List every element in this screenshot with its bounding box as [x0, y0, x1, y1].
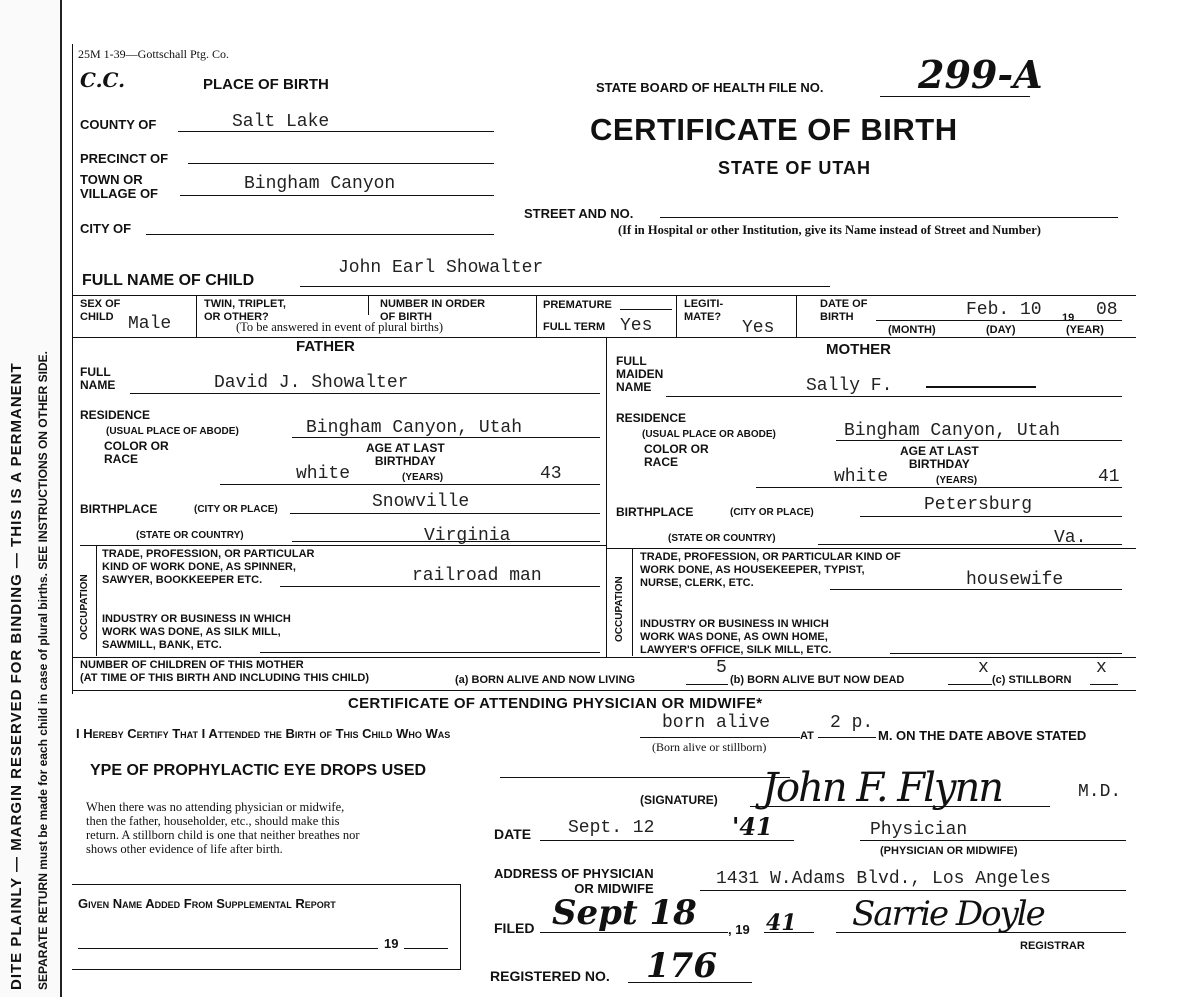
mother-industry-label: INDUSTRY OR BUSINESS IN WHICH WORK WAS DONE, AS OWN HOME, LAWYER'S OFFICE, SILK MILL, ETC.: [640, 618, 832, 656]
dob-19: 19: [1062, 312, 1075, 324]
div-twin: [368, 295, 369, 315]
precinct-line: [188, 163, 494, 164]
mother-industry-line: [890, 653, 1122, 654]
address-value: 1431 W.Adams Blvd., Los Angeles: [716, 869, 1051, 889]
supplemental-line2: [404, 948, 448, 949]
order-label: NUMBER IN ORDER OF BIRTH: [380, 298, 486, 323]
father-years-label: (YEARS): [402, 472, 444, 483]
children-c-value: x: [1096, 658, 1107, 678]
time-line: [818, 737, 876, 738]
mother-trade-value: housewife: [966, 570, 1064, 590]
file-no-value: 299-A: [918, 52, 1043, 97]
dob-label: DATE OF BIRTH: [820, 298, 868, 323]
father-age-label: AGE AT LAST BIRTHDAY: [366, 441, 445, 468]
mother-color-label: COLOR OR RACE: [644, 442, 709, 469]
mother-color-line: [756, 487, 1122, 488]
mother-birthplace-value: Petersburg: [924, 495, 1033, 515]
registered-value: 176: [646, 946, 717, 986]
father-color-line: [220, 484, 600, 485]
county-line: [178, 131, 494, 132]
precinct-label: PRECINCT OF: [80, 151, 169, 166]
registrar-label: REGISTRAR: [1020, 940, 1085, 952]
father-name-line: [130, 393, 600, 394]
title-value: Physician: [870, 820, 968, 840]
registrar-signature: Sarrie Doyle: [852, 894, 1044, 934]
mother-name-dash: [926, 386, 1036, 388]
children-a-value: 5: [716, 658, 727, 678]
father-residence-label: RESIDENCE: [80, 408, 151, 422]
title-line: [860, 840, 1126, 841]
md-label: M.D.: [1078, 782, 1122, 802]
mother-color-value: white: [834, 467, 889, 487]
born-note: (Born alive or stillborn): [652, 740, 767, 754]
div-sex: [196, 295, 197, 337]
mother-state-value: Va.: [1054, 528, 1087, 548]
full-name-value: John Earl Showalter: [338, 258, 544, 278]
father-color-label: COLOR OR RACE: [104, 439, 169, 466]
time-value: 2 p.: [830, 713, 874, 733]
mother-age-value: 41: [1098, 467, 1120, 487]
father-residence-value: Bingham Canyon, Utah: [306, 418, 523, 438]
father-state-label: (STATE OR COUNTRY): [136, 530, 244, 541]
address-label: ADDRESS OF PHYSICIAN OR MIDWIFE: [494, 866, 654, 896]
mother-birthplace-line: [860, 516, 1122, 517]
mother-residence-label: RESIDENCE: [616, 411, 687, 425]
father-abode-label: (USUAL PLACE OF ABODE): [106, 426, 239, 437]
father-industry-line: [260, 652, 600, 653]
day-label: (DAY): [986, 324, 1016, 336]
father-trade-label: TRADE, PROFESSION, OR PARTICULAR KIND OF WORK DONE, AS SPINNER, SAWYER, BOOKKEEPER ETC.: [102, 548, 315, 586]
father-heading: FATHER: [296, 338, 355, 355]
full-term-label: FULL TERM: [543, 321, 606, 333]
note-text: When there was no attending physician or midwife, then the father, householder, etc., should make this return. A stillborn child is one that neither breathes nor shows other evidence of life after birth.: [86, 800, 360, 856]
div-order: [536, 295, 537, 337]
town-label: TOWN OR VILLAGE OF: [80, 172, 158, 201]
certify-value: born alive: [662, 713, 771, 733]
date-label: DATE: [494, 826, 532, 842]
file-no-label: STATE BOARD OF HEALTH FILE NO.: [596, 80, 824, 95]
filed-value: Sept 18: [552, 893, 697, 933]
dob-line: [876, 320, 1122, 321]
sex-value: Male: [128, 314, 172, 334]
street-label: STREET AND NO.: [524, 206, 634, 221]
mother-name-line: [666, 396, 1122, 397]
date-value: Sept. 12: [568, 818, 655, 838]
mother-occupation-label: OCCUPATION: [614, 576, 625, 642]
father-trade-line: [280, 586, 600, 587]
mother-name-value: Sally F.: [806, 376, 893, 396]
date-year: '41: [732, 812, 773, 841]
mother-city-place-label: (CITY OR PLACE): [730, 507, 814, 518]
mother-name-label: FULL MAIDEN NAME: [616, 354, 664, 394]
row-top-rule: [72, 295, 1136, 296]
premature-label: PREMATURE: [543, 299, 612, 311]
county-value: Salt Lake: [232, 112, 330, 132]
city-line: [146, 234, 494, 235]
father-occupation-top: [80, 545, 606, 546]
title-note: (PHYSICIAN OR MIDWIFE): [880, 845, 1018, 857]
supplemental-19: 19: [384, 936, 399, 951]
year-label: (YEAR): [1066, 324, 1104, 336]
mother-years-label: (YEARS): [936, 475, 978, 486]
cc-mark: C.C.: [80, 68, 126, 92]
street-note: (If in Hospital or other Institution, give its Name instead of Street and Number): [618, 223, 1041, 237]
eye-drops-line: [500, 777, 790, 778]
town-line: [180, 195, 494, 196]
children-top: [72, 657, 1136, 658]
mother-age-label: AGE AT LAST BIRTHDAY: [900, 444, 979, 471]
printer-credit: 25M 1-39—Gottschall Ptg. Co.: [78, 47, 230, 61]
full-name-line: [300, 286, 830, 287]
father-name-label: FULL NAME: [80, 365, 116, 392]
dob-year: 08: [1096, 300, 1118, 320]
legit-value: Yes: [742, 318, 775, 338]
father-birthplace-label: BIRTHPLACE: [80, 502, 158, 516]
street-line: [660, 217, 1118, 218]
father-city-place-label: (CITY OR PLACE): [194, 504, 278, 515]
parents-divider: [606, 337, 607, 657]
children-label2: (AT TIME OF THIS BIRTH AND INCLUDING THIS CHILD): [80, 672, 370, 684]
certificate-title: CERTIFICATE OF BIRTH: [590, 112, 958, 147]
children-label: NUMBER OF CHILDREN OF THIS MOTHER: [80, 659, 304, 671]
mother-heading: MOTHER: [826, 341, 891, 358]
father-industry-label: INDUSTRY OR BUSINESS IN WHICH WORK WAS DONE, AS SILK MILL, SAWMILL, BANK, ETC.: [102, 613, 291, 651]
row-bottom-rule: [72, 337, 1136, 338]
father-birthplace-line: [290, 513, 600, 514]
father-state-value: Virginia: [424, 526, 511, 546]
filed-label: FILED: [494, 920, 535, 936]
signature-label: (SIGNATURE): [640, 793, 718, 807]
margin-left-text: DITE PLAINLY — MARGIN RESERVED FOR BINDING — THIS IS A PERMANENT: [8, 362, 25, 990]
mother-occupation-top: [606, 548, 1136, 549]
legit-label: LEGITI- MATE?: [684, 298, 724, 323]
father-age-value: 43: [540, 464, 562, 484]
on-date-label: M. ON THE DATE ABOVE STATED: [878, 728, 1087, 743]
mother-abode-label: (USUAL PLACE OR ABODE): [642, 429, 776, 440]
address-line: [700, 890, 1126, 891]
mother-trade-label: TRADE, PROFESSION, OR PARTICULAR KIND OF WORK DONE, AS HOUSEKEEPER, TYPIST, NURSE, CLERK, ETC.: [640, 551, 901, 589]
town-value: Bingham Canyon: [244, 174, 396, 194]
father-occupation-label: OCCUPATION: [79, 574, 90, 640]
supplemental-label: Given Name Added From Supplemental Report: [78, 896, 336, 911]
div-legit: [676, 295, 677, 337]
children-b-label: (b) BORN ALIVE BUT NOW DEAD: [730, 674, 905, 686]
place-of-birth-heading: PLACE OF BIRTH: [203, 76, 329, 93]
children-a-line: [686, 684, 728, 685]
father-birthplace-value: Snowville: [372, 492, 470, 512]
eye-drops-label: YPE OF PROPHYLACTIC EYE DROPS USED: [90, 762, 427, 779]
city-label: CITY OF: [80, 221, 132, 236]
certify-line: [640, 737, 800, 738]
supplemental-line: [78, 948, 378, 949]
children-a-label: (a) BORN ALIVE AND NOW LIVING: [455, 674, 636, 686]
premature-line: [620, 309, 672, 310]
county-label: COUNTY OF: [80, 117, 157, 132]
state-subtitle: STATE OF UTAH: [718, 158, 871, 178]
dob-value: Feb. 10: [966, 300, 1042, 320]
twin-label: TWIN, TRIPLET, OR OTHER?: [204, 298, 286, 323]
filed-19: , 19: [728, 922, 750, 937]
mother-state-label: (STATE OR COUNTRY): [668, 533, 776, 544]
certify-label: I Hereby Certify That I Attended the Birth of This Child Who Was: [76, 726, 451, 741]
plural-note: (To be answered in event of plural births): [236, 320, 444, 334]
father-occupation-side: [96, 545, 97, 656]
children-b-value: x: [978, 658, 989, 678]
signature-value: John F. Flynn: [762, 765, 1002, 811]
children-c-label: (c) STILLBORN: [992, 674, 1072, 686]
mother-birthplace-label: BIRTHPLACE: [616, 505, 694, 519]
father-trade-value: railroad man: [412, 566, 542, 586]
father-name-value: David J. Showalter: [214, 373, 409, 393]
at-label: AT: [800, 730, 814, 742]
father-color-value: white: [296, 464, 351, 484]
filed-year: 41: [766, 910, 797, 936]
children-b-line: [948, 684, 992, 685]
margin-right-text: SEPARATE RETURN must be made for each child in case of plural births. SEE INSTRUCTIONS ON OTHER SIDE.: [36, 351, 50, 990]
month-label: (MONTH): [888, 324, 936, 336]
registered-label: REGISTERED NO.: [490, 968, 610, 984]
sex-label: SEX OF CHILD: [80, 298, 121, 323]
div-dob: [796, 295, 797, 337]
mother-occupation-side: [632, 548, 633, 656]
mother-residence-value: Bingham Canyon, Utah: [844, 421, 1061, 441]
full-term-value: Yes: [620, 316, 653, 336]
children-c-line: [1090, 684, 1118, 685]
physician-heading: CERTIFICATE OF ATTENDING PHYSICIAN OR MIDWIFE*: [348, 695, 763, 712]
full-name-label: FULL NAME OF CHILD: [82, 272, 255, 289]
children-bottom: [72, 690, 1136, 691]
